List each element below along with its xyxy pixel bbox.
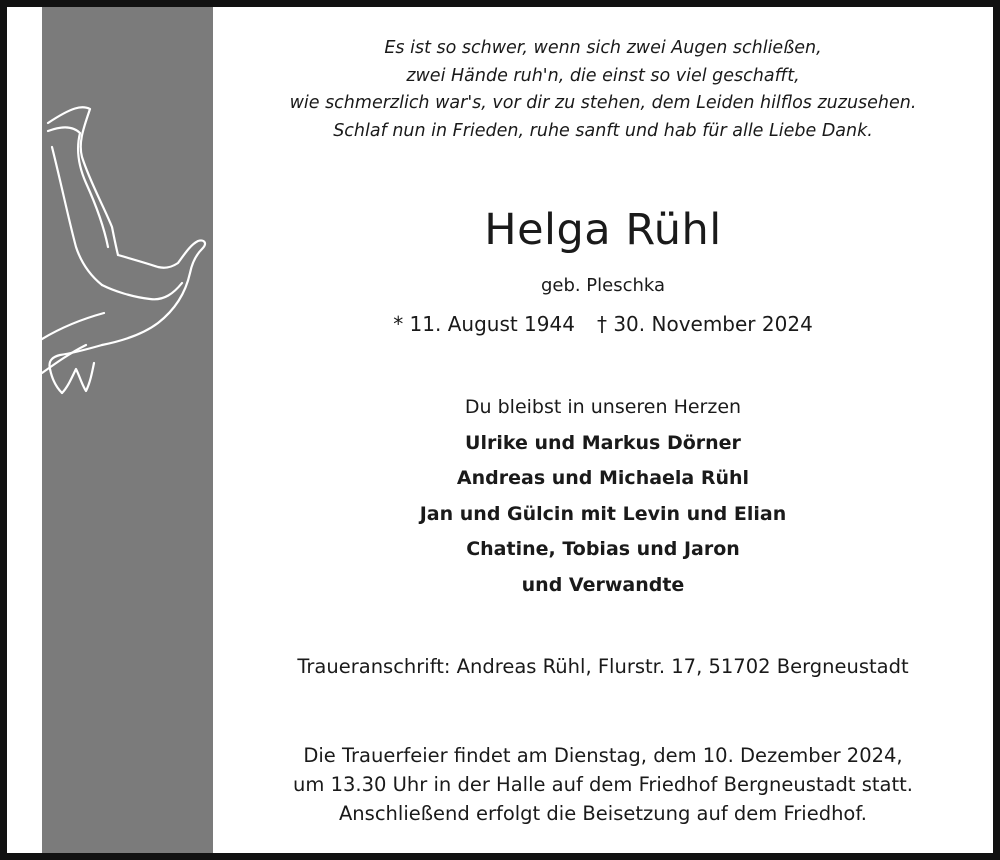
birth-name: geb. Pleschka (540, 275, 666, 296)
mourners-intro: Du bleibst in unseren Herzen (464, 396, 742, 418)
service-line: Die Trauerfeier findet am Dienstag, dem 10. Dezember 2024, (303, 744, 903, 767)
mourner-name: Chatine, Tobias und Jaron (466, 538, 740, 560)
mourner-name: Ulrike und Markus Dörner (465, 431, 741, 454)
service-line: um 13.30 Uhr in der Halle auf dem Friedhof Bergneustadt statt. (293, 773, 913, 796)
mourners-block (213, 390, 993, 603)
birth-date: * 11. August 1944 (393, 312, 575, 336)
dove-icon (42, 87, 213, 407)
memorial-poem (213, 35, 993, 145)
poem-line: zwei Hände ruh'n, die einst so viel geschafft, (406, 65, 800, 86)
death-date: † 30. November 2024 (596, 312, 813, 336)
mourner-name: Andreas und Michaela Rühl (456, 467, 750, 489)
poem-line: wie schmerzlich war's, vor dir zu stehen, dem Leiden hilflos zuzusehen. (289, 93, 917, 113)
mourner-name: Jan und Gülcin mit Levin und Elian (419, 502, 787, 525)
funeral-service-info (213, 741, 993, 828)
service-line: Anschließend erfolgt die Beisetzung auf dem Friedhof. (338, 802, 868, 825)
life-dates (213, 312, 993, 336)
mourner-name: und Verwandte (521, 573, 685, 596)
poem-line: Schlaf nun in Frieden, ruhe sanft und hab für alle Liebe Dank. (333, 120, 873, 141)
poem-line: Es ist so schwer, wenn sich zwei Augen schließen, (384, 38, 822, 58)
obituary-content (213, 7, 993, 853)
mourning-address: Traueranschrift: Andreas Rühl, Flurstr. 17, 51702 Bergneustadt (297, 655, 909, 678)
deceased-name: Helga Rühl (484, 205, 722, 255)
